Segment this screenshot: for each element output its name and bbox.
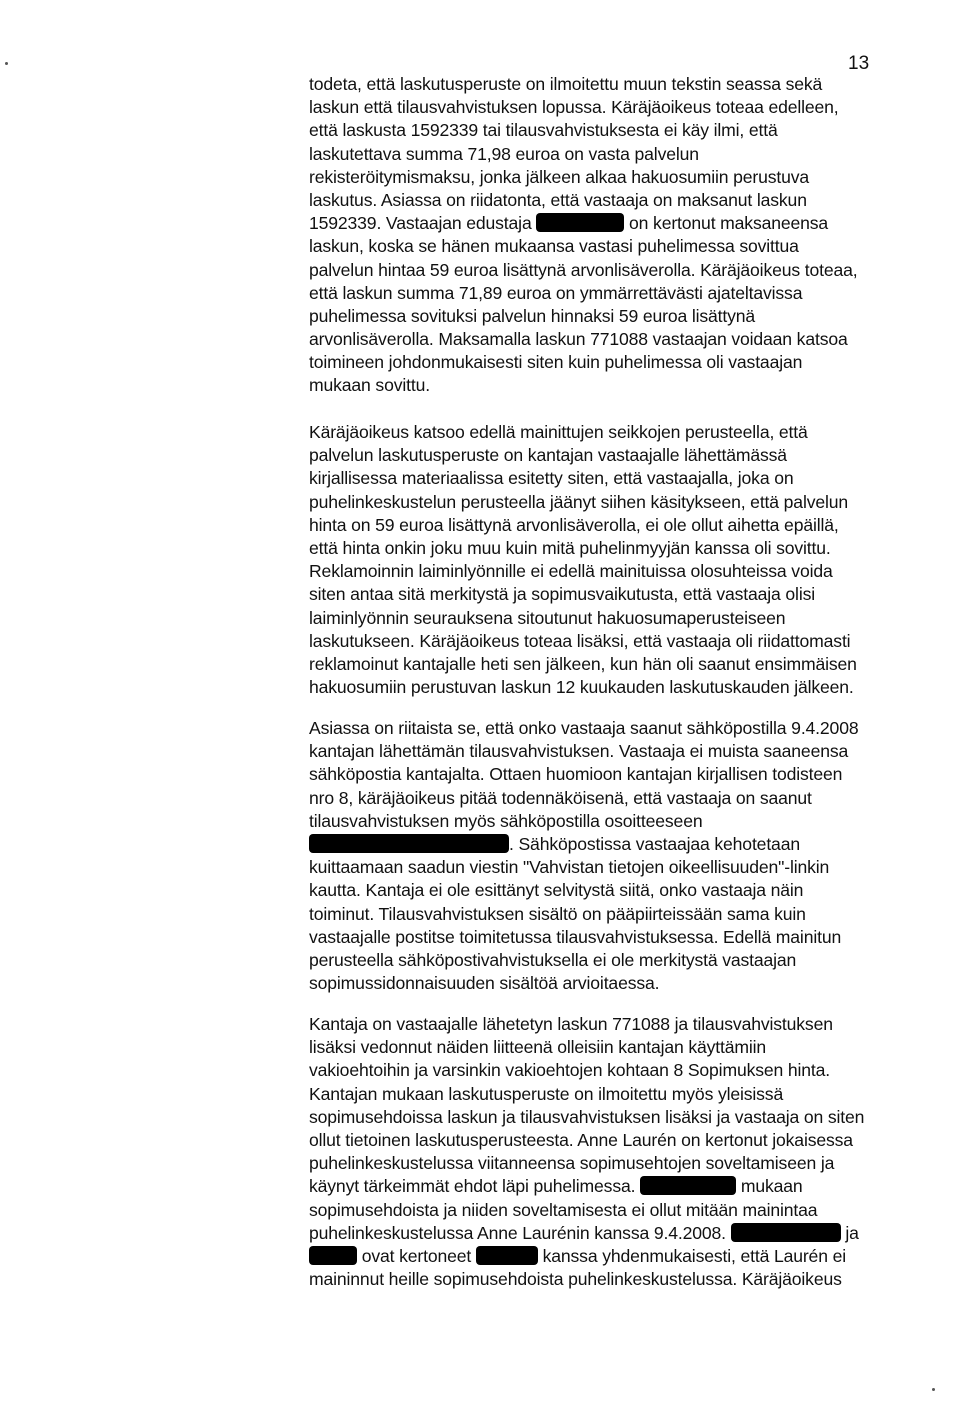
- text-line: hinta on 59 euroa lisättynä arvonlisäverolla, ei ole ollut aihetta epäillä,: [309, 514, 839, 535]
- text-line: reklamoinut kantajalle heti sen jälkeen, kun hän oli saanut ensimmäisen: [309, 653, 857, 674]
- text-line: [309, 1222, 959, 1245]
- text-line: laskutukseen. Käräjäoikeus toteaa lisäksi, että vastaaja oli riidattomasti: [309, 630, 851, 651]
- text-line: palvelun hintaa 59 euroa lisättynä arvonlisäverolla. Käräjäoikeus toteaa,: [309, 259, 858, 280]
- text-line: laskutus. Asiassa on riidatonta, että vastaaja on maksanut laskun: [309, 189, 807, 210]
- text-line: sopimussidonnaisuuden sisältöä arvioitaessa.: [309, 973, 660, 994]
- text-line: perusteella sähköpostivahvistuksella ei ole merkitystä vastaajan: [309, 949, 797, 970]
- text-line: Käräjäoikeus katsoo edellä mainittujen seikkojen perusteella, että: [309, 422, 808, 442]
- text-line: rekisteröitymismaksu, jonka jälkeen alkaa hakuosumiin perustuva: [309, 166, 810, 187]
- text-line: Kantajan mukaan laskutusperuste on ilmoitettu myös yleisissä: [309, 1083, 784, 1104]
- redaction-bar: [476, 1246, 538, 1265]
- text-line: hakuosumiin perustuvan laskun 12 kuukauden laskutuskauden jälkeen.: [309, 677, 854, 698]
- text-line: laskun että tilausvahvistuksen lopussa. Käräjäoikeus toteaa edelleen,: [309, 97, 839, 118]
- paragraph-1: [309, 73, 959, 398]
- text-segment: mukaan: [736, 1176, 803, 1197]
- text-segment: on kertonut maksaneensa: [624, 213, 829, 234]
- text-line: että laskun summa 71,89 euroa on ymmärrettävästi ajateltavissa: [309, 282, 803, 303]
- text-line: toimineen johdonmukaisesti siten kuin puhelimessa oli vastaajan: [309, 352, 803, 373]
- text-segment: ja: [840, 1222, 859, 1243]
- redaction-bar: [309, 1246, 357, 1265]
- text-line: maininnut heille sopimusehdoista puhelinkeskustelussa. Käräjäoikeus: [309, 1269, 842, 1290]
- text-line: että hinta onkin joku muu kuin mitä puhelinmyyjän kanssa oli sovittu.: [309, 537, 831, 558]
- redaction-bar: [731, 1223, 841, 1242]
- paragraph-3: [309, 717, 959, 995]
- text-line: kirjallisessa materiaalissa esitetty siten, että vastaajalla, joka on: [309, 468, 794, 489]
- redaction-bar: [536, 213, 624, 232]
- scan-speck: [5, 62, 8, 65]
- text-line: Kantaja on vastaajalle lähetetyn laskun 771088 ja tilausvahvistuksen: [309, 1014, 833, 1034]
- text-line: [309, 833, 959, 856]
- text-line: puhelimessa sovituksi palvelun hinnaksi 59 euroa lisättynä: [309, 305, 756, 326]
- page-number: 13: [848, 53, 870, 74]
- text-line: puhelinkeskustelussa viitanneensa sopimusehtojen soveltamiseen ja: [309, 1153, 835, 1174]
- text-line: laiminlyönnin seurauksena sitoutunut hakuosumaperusteiseen: [309, 607, 786, 628]
- redaction-bar: [640, 1176, 736, 1195]
- text-line: palvelun laskutusperuste on kantajan vastaajalle lähettämässä: [309, 445, 787, 466]
- text-line: vastaajalle postitse toimitetussa tilausvahvistuksessa. Edellä mainitun: [309, 926, 842, 947]
- text-line: todeta, että laskutusperuste on ilmoitettu muun tekstin seassa sekä: [309, 74, 823, 94]
- text-line: että laskusta 1592339 tai tilausvahvistuksesta ei käy ilmi, että: [309, 120, 778, 141]
- text-line: Asiassa on riitaista se, että onko vastaaja saanut sähköpostilla 9.4.2008: [309, 718, 859, 738]
- text-line: siten antaa sitä merkitystä ja sopimusvaikutusta, että vastaaja olisi: [309, 584, 815, 605]
- text-segment: kanssa yhdenmukaisesti, että Laurén ei: [537, 1245, 846, 1266]
- text-line: arvonlisäverolla. Maksamalla laskun 771088 vastaajan voidaan katsoa: [309, 329, 848, 350]
- text-line: nro 8, käräjäoikeus pitää todennäköisenä, että vastaaja on saanut: [309, 787, 812, 808]
- text-line: toiminut. Tilausvahvistuksen sisältö on pääpiirteissään sama kuin: [309, 903, 806, 924]
- text-segment: ovat kertoneet: [357, 1245, 476, 1266]
- text-line: [309, 212, 959, 235]
- text-line: sähköpostia kantajalta. Ottaen huomioon kantajan kirjallisen todisteen: [309, 764, 843, 785]
- text-segment: käynyt tärkeimmät ehdot läpi puhelimessa.: [309, 1176, 641, 1197]
- text-line: sopimusehdoista ja niiden soveltamisesta ei ollut mitään mainintaa: [309, 1199, 818, 1220]
- text-line: lisäksi vedonnut näiden liitteenä olleisiin kantajan käyttämiin: [309, 1037, 767, 1058]
- text-line: ollut tietoinen laskutusperusteesta. Anne Laurén on kertonut jokaisessa: [309, 1129, 853, 1150]
- text-segment: puhelinkeskustelussa Anne Laurénin kanssa 9.4.2008.: [309, 1222, 731, 1243]
- text-line: [309, 1175, 959, 1198]
- text-segment: . Sähköpostissa vastaajaa kehotetaan: [509, 833, 800, 854]
- text-line: kuittaamaan saadun viestin "Vahvistan tietojen oikeellisuuden"-linkin: [309, 857, 830, 878]
- text-line: kautta. Kantaja ei ole esittänyt selvitystä siitä, onko vastaaja näin: [309, 880, 804, 901]
- text-segment: 1592339. Vastaajan edustaja: [309, 213, 537, 234]
- text-line: kantajan lähettämän tilausvahvistuksen. Vastaaja ei muista saaneensa: [309, 741, 849, 762]
- text-line: puhelinkeskustelun perusteella jäänyt siihen käsitykseen, että palvelun: [309, 491, 849, 512]
- paragraph-4: [309, 1013, 959, 1291]
- text-line: mukaan sovittu.: [309, 375, 430, 396]
- text-line: tilausvahvistuksen myös sähköpostilla osoitteeseen: [309, 810, 703, 831]
- text-line: vakioehtoihin ja varsinkin vakioehtojen kohtaan 8 Sopimuksen hinta.: [309, 1060, 831, 1081]
- text-line: laskun, koska se hänen mukaansa vastasi puhelimessa sovittua: [309, 236, 799, 257]
- scan-speck: [932, 1388, 935, 1391]
- text-line: [309, 1245, 959, 1268]
- text-line: Reklamoinnin laiminlyönnille ei edellä mainituissa olosuhteissa voida: [309, 561, 833, 582]
- text-line: laskutettava summa 71,98 euroa on vasta palvelun: [309, 143, 699, 164]
- text-line: sopimusehdoissa laskun ja tilausvahvistuksen lisäksi ja vastaaja on siten: [309, 1106, 865, 1127]
- redaction-bar: [309, 834, 509, 853]
- paragraph-2: [309, 421, 959, 699]
